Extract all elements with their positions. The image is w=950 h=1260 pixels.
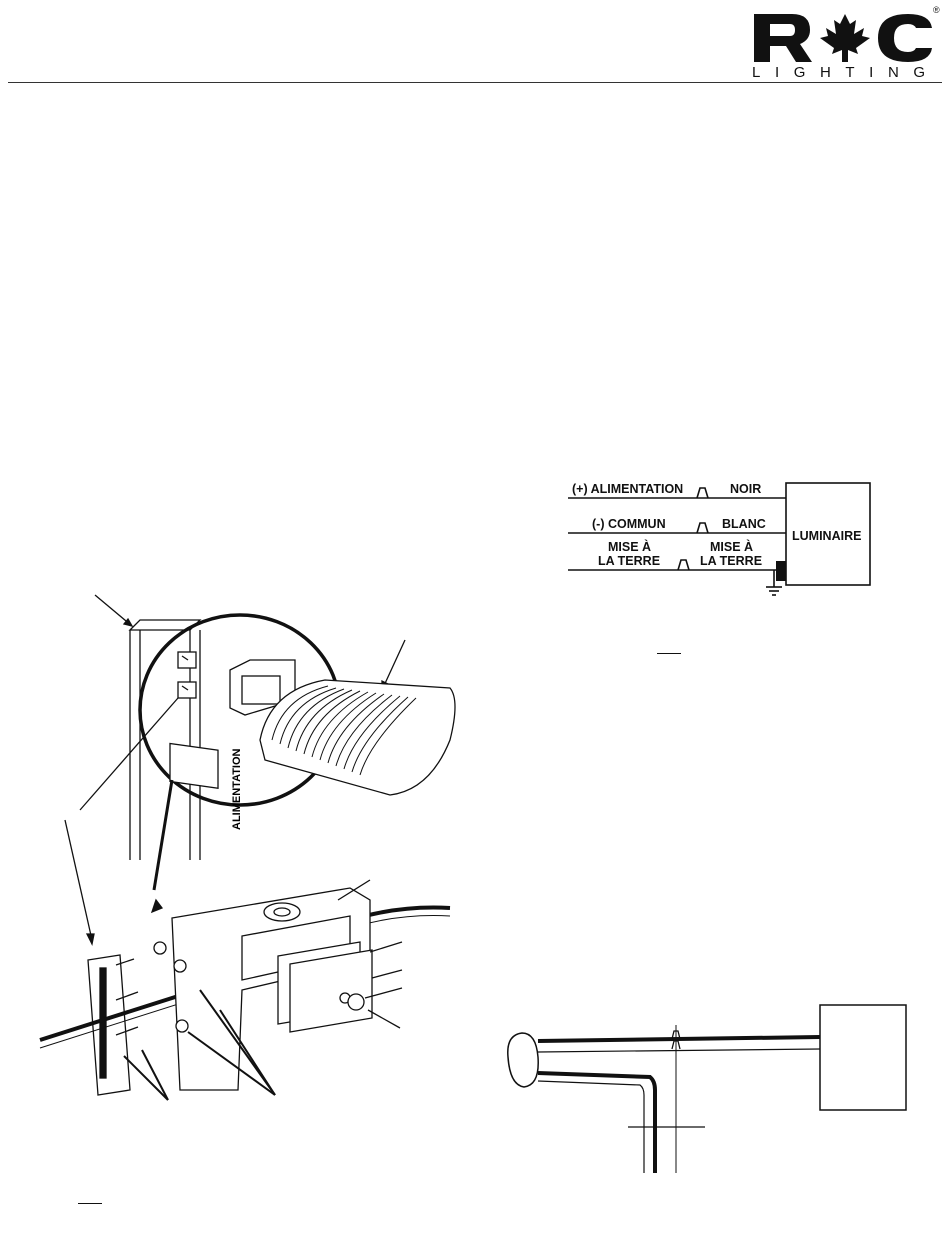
footnote-mark (657, 653, 681, 654)
logo-subtitle: LIGHTING (752, 64, 940, 81)
ground-wire-label-2: LA TERRE (700, 554, 763, 568)
brand-logo (750, 5, 940, 81)
supply-wire-label: NOIR (730, 482, 762, 496)
ground-wire-label-1: MISE À (710, 540, 754, 554)
supply-label: (+) ALIMENTATION (572, 482, 684, 496)
header-divider (8, 82, 942, 83)
common-label: (-) COMMUN (592, 517, 666, 531)
common-wire-label: BLANC (722, 517, 766, 531)
mounting-detail (20, 748, 460, 1120)
supply-vertical-label: ALIMENTATION (231, 748, 243, 830)
ground-terminal (776, 561, 786, 581)
registered-mark: ® (933, 5, 940, 15)
logo-mark (750, 8, 940, 68)
wiring-diagram (560, 475, 880, 605)
footnote-mark (78, 1203, 102, 1204)
pole-fixture-illustration (60, 590, 480, 880)
ground-label-1: MISE À (608, 540, 652, 554)
ground-label-2: LA TERRE (598, 554, 661, 568)
conduit-wiring-sketch (500, 995, 920, 1180)
fixture-label: LUMINAIRE (792, 529, 862, 543)
